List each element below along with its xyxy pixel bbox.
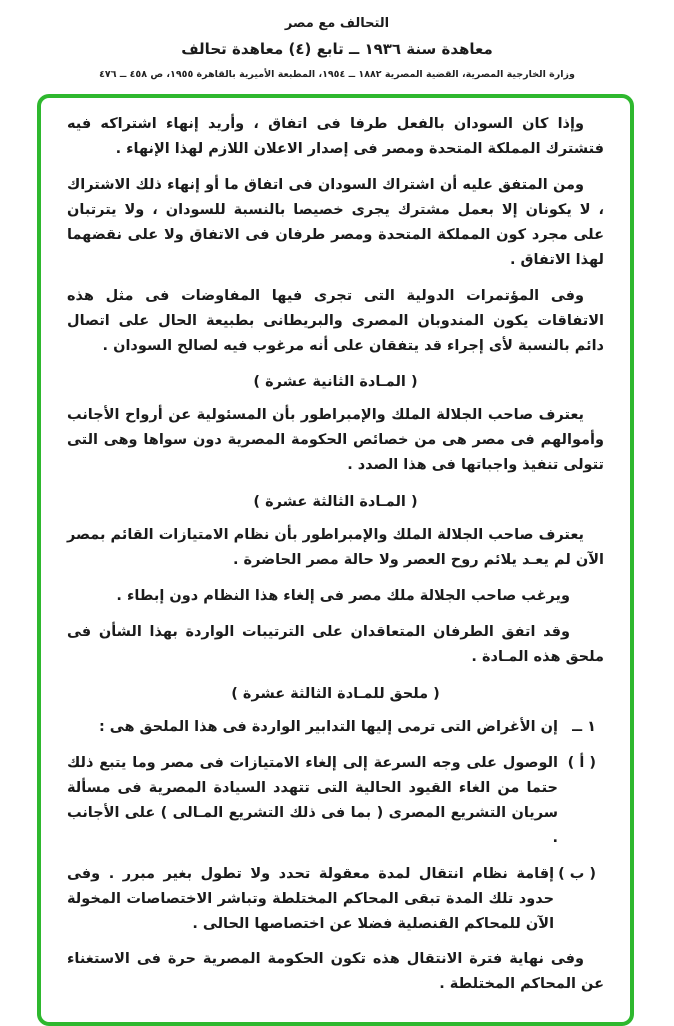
treaty-subtitle: معاهدة سنة ١٩٣٦ ــ تابع (٤) معاهدة تحالف [181, 40, 493, 58]
page-title: التحالف مع مصر [284, 16, 390, 31]
highlighted-text-box [37, 94, 634, 1026]
annex-item-b-marker: ( ب ) [558, 865, 596, 882]
paragraph-international-conferences: وفى المؤتمرات الدولية التى تجرى فيها المفاوضات فى مثل هذه الاتفاقات يكون المندوبان المصرى والبريطانى بطبيعة الحال على اتصال دائم بالنسبة لأى إجراء قد يتفقان على أنه مرغوب فيه لصالح السودان . [67, 287, 604, 354]
paragraph-final-transition: وفى نهاية فترة الانتقال هذه تكون الحكومة المصرية حرة فى الاستغناء عن المحاكم المختلطة . [67, 951, 604, 993]
article-12-heading: ( المـادة الثانية عشرة ) [253, 374, 418, 391]
source-citation: وزارة الخارجية المصرية، القضية المصرية ١٨٨٢ ــ ١٩٥٤، المطبعة الأميرية بالقاهرة ١٩٥٥، ص ٤٥٨ ــ ٤٧٦ [99, 69, 575, 80]
annex-item-a-marker: ( أ ) [567, 754, 596, 771]
annex-item-1 [67, 715, 604, 740]
annex-item-1-text: إن الأغراض التى ترمى إليها التدابير الواردة فى هذا الملحق هى : [98, 718, 558, 735]
annex-item-b [67, 862, 604, 937]
annex-item-a [67, 751, 604, 851]
annex-item-1-marker: ١ ــ [572, 718, 596, 735]
article-13-heading: ( المـادة الثالثة عشرة ) [253, 494, 418, 511]
annex-item-a-text: الوصول على وجه السرعة إلى إلغاء الامتيازات فى مصر وما يتبع ذلك حتما من الغاء القيود الحالية التى تتهدد السيادة المصرية فى مسألة سريان التشريع المصرى ( بما فى ذلك التشريع المـالى ) على الأجانب . [67, 754, 558, 846]
annex-item-b-text: إقامة نظام انتقال لمدة معقولة تحدد ولا تطول بغير مبرر . وفى حدود تلك المدة تبقى المحاكم المختلطة وتباشر الاختصاصات المخولة الآن للمحاكم القنصلية فضلا عن اختصاصها الحالى . [67, 865, 555, 932]
paragraph-parties-agreed: وقد اتفق الطرفان المتعاقدان على الترتيبات الواردة بهذا الشأن فى ملحق هذه المـادة . [67, 624, 604, 665]
article-12-text: يعترف صاحب الجلالة الملك والإمبراطور بأن المسئولية عن أرواح الأجانب وأموالهم فى مصر هى من خصائص الحكومة المصرية دون سواها وهى التى تتولى تنفيذ واجباتها فى هذا الصدد . [67, 407, 604, 474]
document-header [0, 16, 674, 80]
paragraph-sudan-termination: وإذا كان السودان بالفعل طرفا فى اتفاق ، وأريد إنهاء اشتراكه فيه فتشترك المملكة المتحدة ومصر فى إصدار الاعلان اللازم لهذا الإنهاء . [67, 116, 604, 157]
paragraph-joint-action: ومن المتفق عليه أن اشتراك السودان فى اتفاق ما أو إنهاء ذلك الاشتراك ، لا يكونان إلا بعمل مشترك يجرى خصيصا بالنسبة للسودان ، ولا يترتبان على مجرد كون المملكة المتحدة ومصر طرفان فى الاتفاق ولا على نقضهما لهذا الاتفاق . [67, 176, 604, 268]
paragraph-king-desire: ويرغب صاحب الجلالة ملك مصر فى إلغاء هذا النظام دون إبطاء . [116, 588, 570, 605]
annex-heading: ( ملحق للمـادة الثالثة عشرة ) [231, 685, 440, 702]
article-13-text: يعترف صاحب الجلالة الملك والإمبراطور بأن نظام الامتيازات القائم بمصر الآن لم يعـد يلائم روح العصر ولا حالة مصر الحاضرة . [67, 527, 604, 569]
